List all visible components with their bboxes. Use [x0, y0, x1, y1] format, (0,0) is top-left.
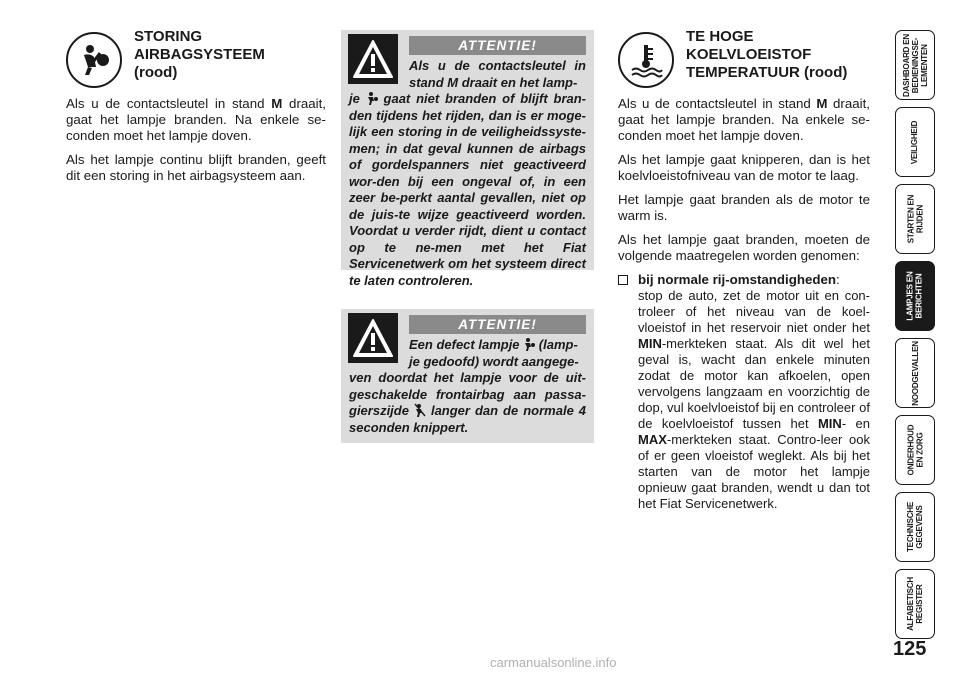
paragraph: Als het lampje gaat knipperen, dan is het koelvloeistofniveau van de motor te laag.	[618, 152, 870, 183]
tab-starten[interactable]: STARTEN EN RIJDEN	[895, 184, 935, 254]
section-title: STORING AIRBAGSYSTEEM (rood)	[134, 28, 265, 81]
warning-box	[341, 309, 594, 443]
tab-technische[interactable]: TECHNISCHE GEGEVENS	[895, 492, 935, 562]
watermark: carmanualsonline.info	[490, 655, 617, 670]
warning-banner: ATTENTIE!	[409, 315, 586, 334]
paragraph: Als het lampje gaat branden, moeten de volgende maatregelen worden genomen:	[618, 232, 870, 263]
paragraph: Als u de contactsleutel in stand M draait, gaat het lampje branden. Na enkele se-conden moet het lampje doven.	[618, 96, 870, 143]
warning-box	[341, 30, 594, 288]
tab-veiligheid[interactable]: VEILIGHEID	[895, 107, 935, 177]
warning-text: Een defect lampje (lamp- je gedoofd) wordt aangege- ven doordat het lampje voor de uit-geschakelde frontairbag aan passa-gierszijde langer dan de normale 4 seconden knippert.	[349, 337, 587, 435]
checkbox-bullet-icon	[618, 275, 628, 285]
page-number: 125	[893, 638, 927, 660]
airbag-icon	[66, 32, 122, 88]
list-item: bij normale rij-omstandigheden: stop de auto, zet de motor uit en con-troleer of het niveau van de koel-vloeistof in het reservoir niet onder het MIN-merkteken staat. Als dit wel het geval is, wacht dan enkele minuten zodat de motor kan afkoelen, open vervolgens langzaam en voorzichtig de dop, vul koelvloeistof bij en controleer of de koelvloeistof tussen het MIN- en MAX-merkteken staat. Contro-leer ook of er geen vloeistof weglekt. Als bij het starten van de motor het lampje opnieuw gaat branden, wendt u dan tot het Fiat Servicenetwerk.	[618, 272, 870, 512]
tab-register[interactable]: ALFABETISCH REGISTER	[895, 569, 935, 639]
passenger-airbag-off-icon	[414, 403, 426, 417]
paragraph: Als het lampje continu blijft branden, geeft dit een storing in het airbagsysteem aan.	[66, 152, 326, 183]
tab-lampjes[interactable]: LAMPJES EN BERICHTEN	[895, 261, 935, 331]
paragraph: Het lampje gaat branden als de motor te warm is.	[618, 192, 870, 223]
paragraph: Als u de contactsleutel in stand M draait, gaat het lampje branden. Na enkele se-conden moet het lampje doven.	[66, 96, 326, 143]
warning-triangle-icon	[348, 34, 398, 84]
tab-onderhoud[interactable]: ONDERHOUD EN ZORG	[895, 415, 935, 485]
airbag-icon	[366, 91, 378, 105]
warnings-column	[341, 30, 594, 443]
coolant-temperature-section	[618, 30, 870, 512]
tab-dashboard[interactable]: DASHBOARD EN BEDIENINGSE- LEMENTEN	[895, 30, 935, 100]
airbag-fault-section	[66, 30, 326, 192]
warning-banner: ATTENTIE!	[409, 36, 586, 55]
tab-noodgevallen[interactable]: NOODGEVALLEN	[895, 338, 935, 408]
airbag-icon	[523, 337, 535, 351]
chapter-tabs	[895, 30, 935, 646]
coolant-temperature-icon	[618, 32, 674, 88]
section-title: TE HOGE KOELVLOEISTOF TEMPERATUUR (rood)	[686, 28, 848, 81]
warning-text: Als u de contactsleutel in stand M draait en het lamp- je gaat niet branden of blijft bran-den tijdens het rijden, dan is er moge-lijk een storing in de veiligheidssyste-men; in dat geval kunnen de airbags of gordelspanners niet geactiveerd wor-den bij een ongeval of, in een zeer be-perkt aantal gevallen, niet op de juis-te wijze geactiveerd worden. Voordat u verder rijdt, dient u contact op te ne-men met het Fiat Servicenetwerk om het systeem direct te laten controleren.	[349, 58, 586, 288]
section-header	[66, 30, 326, 90]
warning-triangle-icon	[348, 313, 398, 363]
section-header	[618, 30, 870, 90]
